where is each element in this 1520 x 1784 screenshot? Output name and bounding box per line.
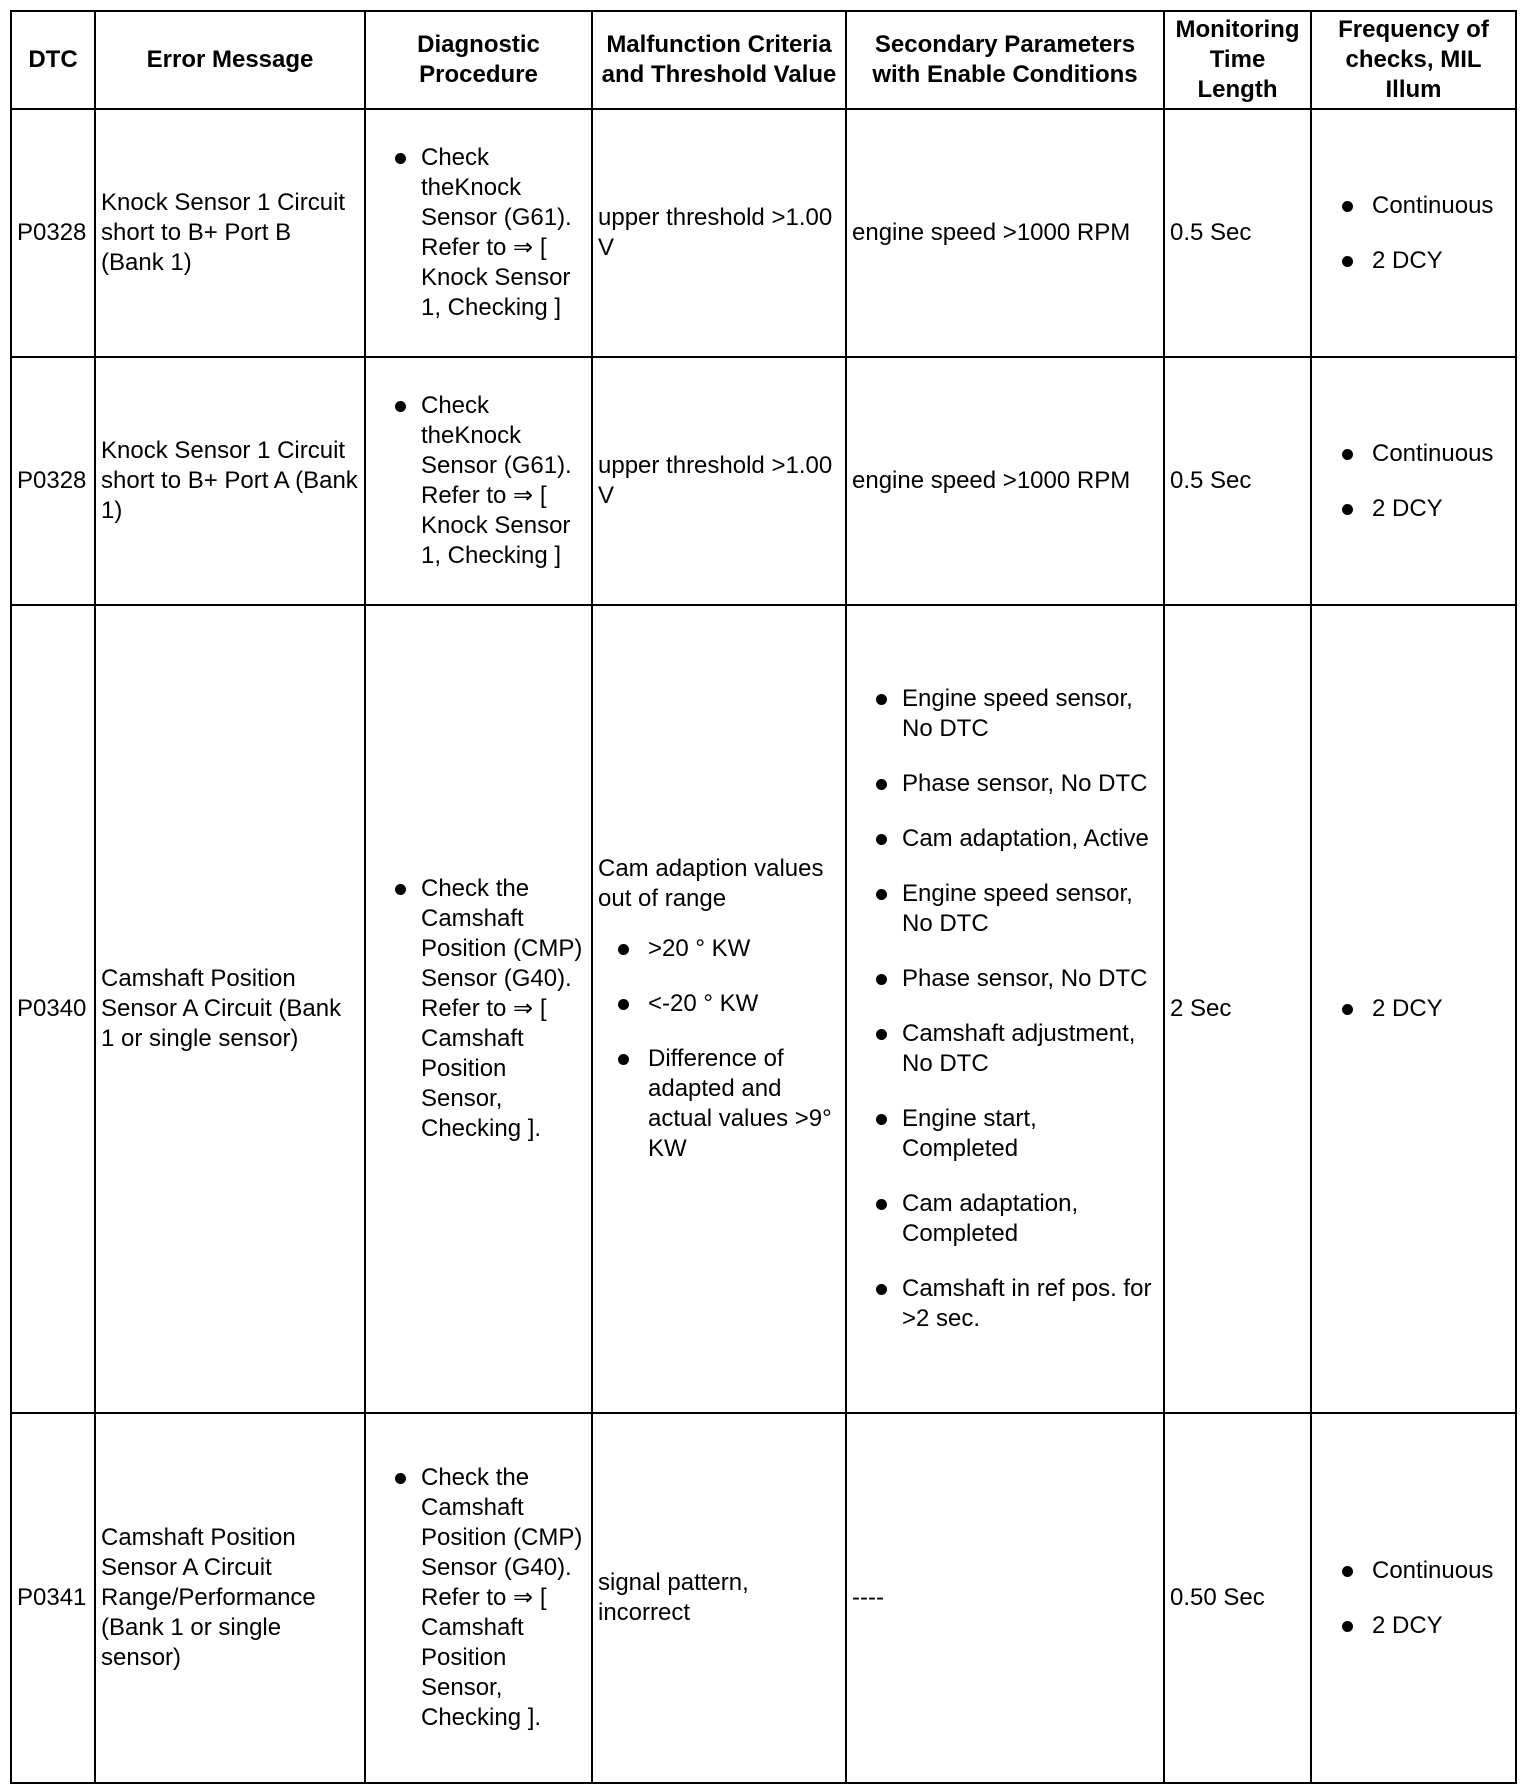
frequency-item: 2 DCY (1317, 994, 1510, 1024)
header-row (11, 11, 1516, 109)
secondary-item: Phase sensor, No DTC (852, 964, 1158, 994)
criteria-text: Cam adaption values out of range (598, 855, 824, 912)
header-monitoring-time: Monitoring Time Length (1164, 11, 1311, 109)
monitoring-time: 0.50 Sec (1164, 1413, 1311, 1783)
diagnostic-item: Check the Camshaft Position (CMP) Sensor (G40). Refer to ⇒ [ Camshaft Position Sensor, Checking ]. (371, 874, 586, 1144)
error-message: Camshaft Position Sensor A Circuit (Bank 1 or single sensor) (95, 605, 365, 1413)
diagnostic-item: Check theKnock Sensor (G61). Refer to ⇒ [ Knock Sensor 1, Checking ] (371, 143, 586, 323)
dtc-code: P0328 (11, 109, 95, 357)
criteria-text: upper threshold >1.00 V (598, 452, 833, 509)
monitoring-time: 0.5 Sec (1164, 109, 1311, 357)
secondary-parameters (846, 605, 1164, 1413)
error-message: Camshaft Position Sensor A Circuit Range/Performance (Bank 1 or single sensor) (95, 1413, 365, 1783)
secondary-item: Cam adaptation, Completed (852, 1189, 1158, 1249)
table-row (11, 1413, 1516, 1783)
diagnostic-procedure (365, 605, 592, 1413)
dtc-code: P0340 (11, 605, 95, 1413)
criteria-item: <-20 ° KW (598, 989, 840, 1019)
diagnostic-procedure (365, 1413, 592, 1783)
secondary-item: Engine speed sensor, No DTC (852, 684, 1158, 744)
diagnostic-item: Check theKnock Sensor (G61). Refer to ⇒ [ Knock Sensor 1, Checking ] (371, 391, 586, 571)
secondary-item: Engine start, Completed (852, 1104, 1158, 1164)
secondary-item: Camshaft adjustment, No DTC (852, 1019, 1158, 1079)
header-diagnostic-procedure: Diagnostic Procedure (365, 11, 592, 109)
secondary-item: Engine speed sensor, No DTC (852, 879, 1158, 939)
criteria-item: Difference of adapted and actual values >9° KW (598, 1044, 840, 1164)
criteria-text: signal pattern, incorrect (598, 1569, 749, 1626)
table-row (11, 109, 1516, 357)
secondary-item: Cam adaptation, Active (852, 824, 1158, 854)
malfunction-criteria (592, 1413, 846, 1783)
frequency-item: 2 DCY (1317, 494, 1510, 524)
frequency (1311, 1413, 1516, 1783)
header-error-message: Error Message (95, 11, 365, 109)
header-frequency: Frequency of checks, MIL Illum (1311, 11, 1516, 109)
frequency-item: Continuous (1317, 1556, 1510, 1586)
frequency-item: Continuous (1317, 191, 1510, 221)
frequency (1311, 605, 1516, 1413)
malfunction-criteria (592, 109, 846, 357)
secondary-item: Camshaft in ref pos. for >2 sec. (852, 1274, 1158, 1334)
frequency-item: 2 DCY (1317, 1611, 1510, 1641)
secondary-parameters: ---- (846, 1413, 1164, 1783)
frequency (1311, 109, 1516, 357)
diagnostic-procedure (365, 109, 592, 357)
table-row (11, 605, 1516, 1413)
dtc-table (10, 10, 1517, 1784)
table-row (11, 357, 1516, 605)
criteria-item: >20 ° KW (598, 934, 840, 964)
header-secondary-parameters: Secondary Parameters with Enable Conditions (846, 11, 1164, 109)
secondary-parameters: engine speed >1000 RPM (846, 109, 1164, 357)
frequency-item: Continuous (1317, 439, 1510, 469)
error-message: Knock Sensor 1 Circuit short to B+ Port A (Bank 1) (95, 357, 365, 605)
malfunction-criteria (592, 605, 846, 1413)
dtc-code: P0328 (11, 357, 95, 605)
header-malfunction-criteria: Malfunction Criteria and Threshold Value (592, 11, 846, 109)
frequency-item: 2 DCY (1317, 246, 1510, 276)
secondary-parameters: engine speed >1000 RPM (846, 357, 1164, 605)
diagnostic-item: Check the Camshaft Position (CMP) Sensor (G40). Refer to ⇒ [ Camshaft Position Sensor, Checking ]. (371, 1463, 586, 1733)
error-message: Knock Sensor 1 Circuit short to B+ Port B (Bank 1) (95, 109, 365, 357)
header-dtc: DTC (11, 11, 95, 109)
monitoring-time: 0.5 Sec (1164, 357, 1311, 605)
monitoring-time: 2 Sec (1164, 605, 1311, 1413)
malfunction-criteria (592, 357, 846, 605)
criteria-text: upper threshold >1.00 V (598, 204, 833, 261)
secondary-item: Phase sensor, No DTC (852, 769, 1158, 799)
dtc-code: P0341 (11, 1413, 95, 1783)
frequency (1311, 357, 1516, 605)
diagnostic-procedure (365, 357, 592, 605)
